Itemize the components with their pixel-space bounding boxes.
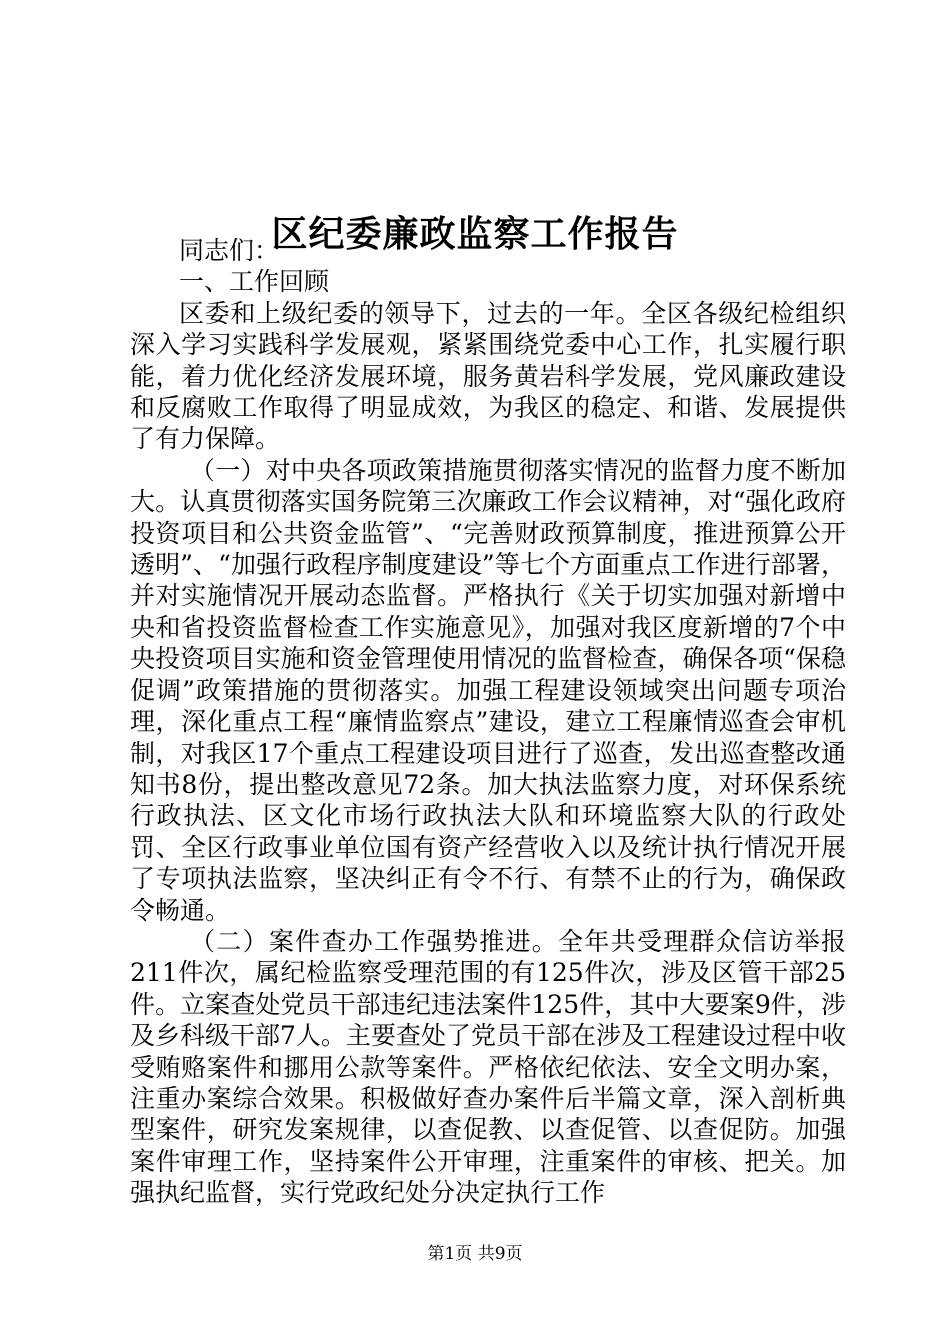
paragraph-overview: 区委和上级纪委的领导下，过去的一年。全区各级纪检组织深入学习实践科学发展观，紧紧围绕党委中心工作，扎实履行职能，着力优化经济发展环境，服务黄岩科学发展，党风廉政建设和反腐败工作取得了明显成效，为我区的稳定、和谐、发展提供了有力保障。 [130,298,846,454]
paragraph-case-investigation: （二）案件查办工作强势推进。全年共受理群众信访举报211件次，属纪检监察受理范围的有125件次，涉及区管干部25件。立案查处党员干部违纪违法案件125件，其中大要案9件，涉及乡科级干部7人。主要查处了党员干部在涉及工程建设过程中收受贿赂案件和挪用公款等案件。严格依纪依法、安全文明办案，注重办案综合效果。积极做好查办案件后半篇文章，深入剖析典型案件，研究发案规律，以查促教、以查促管、以查促防。加强案件审理工作，坚持案件公开审理，注重案件的审核、把关。加强执纪监督，实行党政纪处分决定执行工作 [130,926,846,1208]
page-footer: 第1页 共9页 [427,1244,523,1264]
document-title: 区纪委廉政监察工作报告 [271,213,679,256]
document-body [130,235,846,1209]
section-heading: 一、工作回顾 [179,267,330,297]
greeting-line: 同志们： [179,236,280,265]
paragraph-policy-supervision: （一）对中央各项政策措施贯彻落实情况的监督力度不断加大。认真贯彻落实国务院第三次廉政工作会议精神，对“强化政府投资项目和公共资金监管”、“完善财政预算制度，推进预算公开透明”、“加强行政程序制度建设”等七个方面重点工作进行部署，并对实施情况开展动态监督。严格执行《关于切实加强对新增中央和省投资监督检查工作实施意见》，加强对我区度新增的7个中央投资项目实施和资金管理使用情况的监督检查，确保各项“保稳促调”政策措施的贯彻落实。加强工程建设领域突出问题专项治理，深化重点工程“廉情监察点”建设，建立工程廉情巡查会审机制，对我区17个重点工程建设项目进行了巡查，发出巡查整改通知书8份，提出整改意见72条。加大执法监察力度，对环保系统行政执法、区文化市场行政执法大队和环境监察大队的行政处罚、全区行政事业单位国有资产经营收入以及统计执行情况开展了专项执法监察，坚决纠正有令不行、有禁不止的行为，确保政令畅通。 [130,455,846,925]
